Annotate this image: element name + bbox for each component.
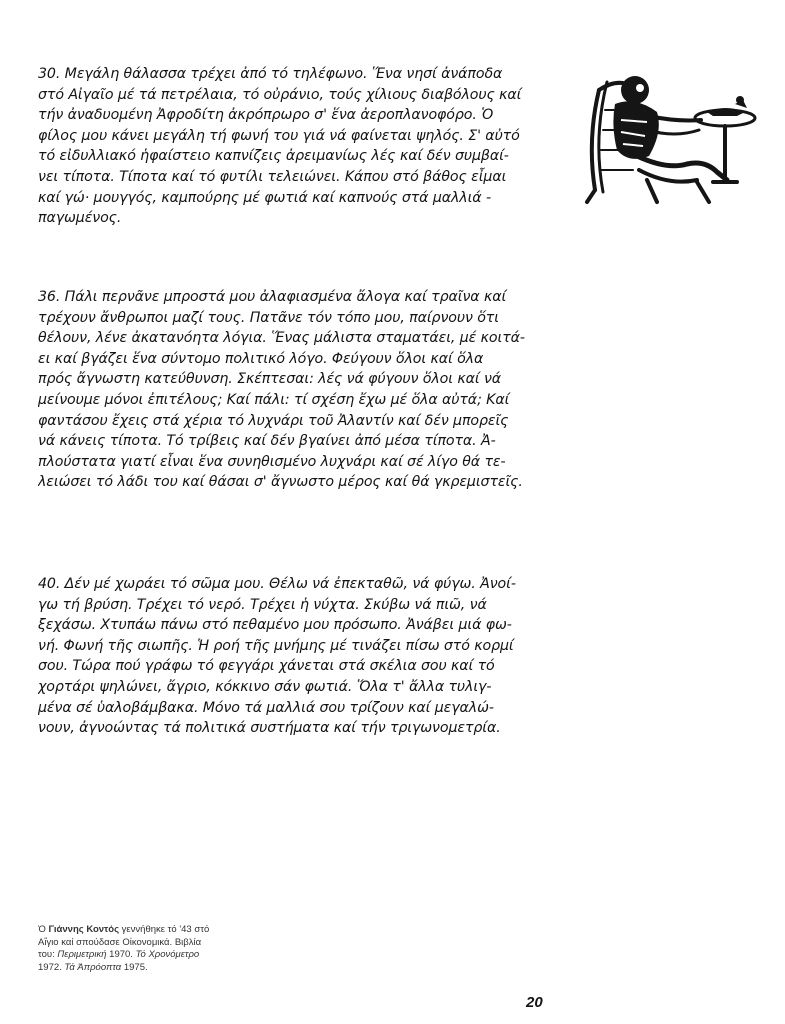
bio-line: Αἴγιο καί σπούδασε Οἰκονομικά. Βιβλία [38,936,202,948]
page-number: 20 [526,994,543,1011]
poem-line: νά κάνεις τίποτα. Τό τρίβεις καί δέν βγαίνει ἀπό μέσα τίποτα. Ἀ- [38,433,496,450]
poem-line: πρός ἄγνωστη κατεύθυνση. Σκέπτεσαι: λές νά φύγουν ὅλοι καί νά [38,371,502,388]
book-title: Τό Χρονόμετρο [135,949,200,960]
poem-line: λειώσει τό λάδι του καί θάσαι σ' ἄγνωστο μέρος καί θά γκρεμιστεῖς. [38,474,523,491]
poem-40 [38,574,560,739]
author-bio [38,924,260,974]
bio-line [38,949,260,962]
bio-line [38,962,260,975]
poem-line: τρέχουν ἄνθρωποι μαζί τους. Πατᾶνε τόν τόπο μου, παίρνουν ὅτι [38,309,499,326]
bio-text: γεννήθηκε τό '43 στό [119,924,210,935]
bio-line [38,924,260,937]
poem-30 [38,64,560,229]
poem-line: τήν ἀναδυομένη Ἀφροδίτη ἀκρόπρωρο σ' ἕνα ἀεροπλανοφόρο. Ὁ [38,107,494,124]
author-name: Γιάννης Κοντός [48,924,120,935]
poem-line: 40. Δέν μέ χωράει τό σῶμα μου. Θέλω νά ἐπεκταθῶ, νά φύγω. Ἀνοί- [38,576,516,592]
poem-line: γω τή βρύση. Τρέχει τό νερό. Τρέχει ἡ νύχτα. Σκύβω νά πιῶ, νά [38,596,487,613]
book-title: Τά Ἀπρόοπτα [64,961,122,973]
bio-text: 1972. [38,961,65,973]
poem-line: τό εἰδυλλιακό ἡφαίστειο καπνίζεις ἀρειμανίως λές καί δέν συμβαί- [38,148,509,165]
poem-line: 30. Μεγάλη θάλασσα τρέχει ἀπό τό τηλέφωνο. Ἕνα νησί ἀνάποδα [38,66,503,82]
poem-line: σου. Τώρα πού γράφω τό φεγγάρι χάνεται στά σκέλια σου καί τό [38,658,495,675]
woodcut-seated-figure-with-bowl-icon [577,60,767,210]
bio-text: 1970. [106,949,136,960]
poem-line: καί γώ· μουγγός, καμπούρης μέ φωτιά καί καπνούς στά μαλλιά - [38,189,491,206]
poem-line: παγωμένος. [38,210,122,227]
poem-line: φίλος μου κάνει μεγάλη τή φωνή του γιά νά φαίνεται ψηλός. Σ' αὐτό [38,127,520,144]
poem-line: μείνουμε μόνοι ἐπιτέλους; Καί πάλι: τί σχέση ἔχω μέ ὅλα αὐτά; Καί [38,391,510,408]
poem-line: φαντάσου ἔχεις στά χέρια τό λυχνάρι τοῦ Ἀλαντίν καί δέν μπορεῖς [38,412,509,429]
poem-line: νουν, ἀγνοώντας τά πολιτικά συστήματα καί τήν τριγωνομετρία. [38,720,501,737]
bio-text: του: [38,949,58,960]
poem-line: νει τίποτα. Τίποτα καί τό φυτίλι τελειώνει. Κάπου στό βάθος εἶμαι [38,168,507,185]
book-title: Περιμετρική [57,949,107,960]
poem-36 [38,287,560,493]
poem-line: ξεχάσω. Χτυπάω πάνω στό πεθαμένο μου πρόσωπο. Ἀνάβει μιά φω- [38,617,512,634]
poem-line: πλούστατα γιατί εἶναι ἕνα συνηθισμένο λυχνάρι καί σέ λίγο θά τε- [38,453,506,470]
poem-line: στό Αἰγαῖο μέ τά πετρέλαια, τό οὐράνιο, τούς χίλιους διαβόλους καί [38,86,522,103]
poem-line: μένα σέ ὑαλοβάμβακα. Μόνο τά μαλλιά σου τρίζουν καί μεγαλώ- [38,699,494,716]
poem-line: θέλουν, λένε ἀκατανόητα λόγια. Ἕνας μάλιστα σταματάει, μέ κοιτά- [38,330,525,347]
poem-line: νή. Φωνή τῆς σιωπῆς. Ἡ ροή τῆς μνήμης μέ τινάζει πίσω στό κορμί [38,637,514,654]
bio-prefix: Ὁ [38,924,49,935]
poem-line: ει καί βγάζει ἕνα σύντομο πολιτικό λόγο. Φεύγουν ὅλοι καί ὅλα [38,350,484,367]
poem-line: 36. Πάλι περνᾶνε μπροστά μου ἀλαφιασμένα ἄλογα καί τραῖνα καί [38,289,507,305]
bio-text: 1975. [121,961,148,973]
poem-line: χορτάρι ψηλώνει, ἄγριο, κόκκινο σάν φωτιά. Ὅλα τ' ἄλλα τυλιγ- [38,678,492,695]
